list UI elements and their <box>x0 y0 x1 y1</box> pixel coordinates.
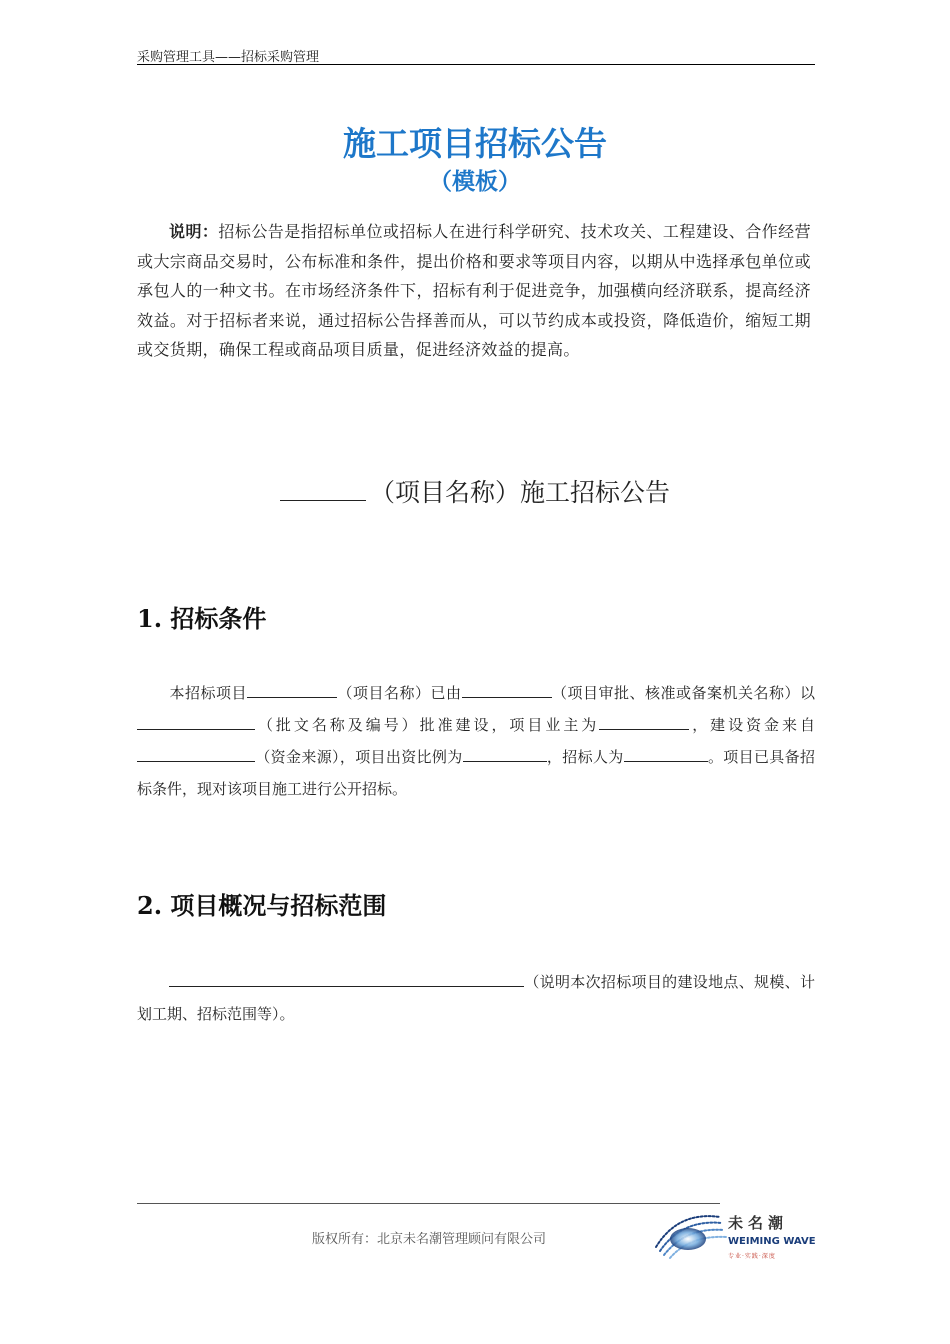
s1-text-7: ，招标人为 <box>546 748 624 766</box>
intro-text: 招标公告是指招标单位或招标人在进行科学研究、技术攻关、工程建设、合作经营或大宗商品交易时，公布标准和条件，提出价格和要求等项目内容，以期从中选择承包单位或承包人的一种文书。在市场经济条件下，招标有利于促进竞争，加强横向经济联系，提高经济效益。对于招标者来说，通过招标公告择善而从，可以节约成本或投资，降低造价，缩短工期或交货期，确保工程或商品项目质量，促进经济效益的提高。 <box>137 222 811 359</box>
notice-title <box>0 473 950 509</box>
s1-text-4: （批文名称及编号）批准建设，项目业主为 <box>255 716 600 734</box>
logo-chinese-name: 未名潮 <box>728 1214 789 1232</box>
intro-paragraph <box>137 217 811 365</box>
logo-tagline: 专业·实践·深度 <box>728 1253 776 1260</box>
intro-label: 说明： <box>169 222 219 241</box>
blank-project-overview <box>169 971 524 987</box>
document-subtitle: （模板） <box>429 169 521 195</box>
section2-heading: 2. 项目概况与招标范围 <box>137 891 387 920</box>
s1-text-6: （资金来源），项目出资比例为 <box>255 748 463 766</box>
blank-tenderer <box>624 746 708 762</box>
blank-investment-ratio <box>463 746 547 762</box>
document-title: 施工项目招标公告 <box>343 124 607 163</box>
blank-project-owner <box>599 714 689 730</box>
section1-paragraph <box>137 677 815 805</box>
section1-heading: 1. 招标条件 <box>137 604 267 633</box>
header-divider <box>137 64 815 65</box>
blank-fund-source <box>137 746 255 762</box>
s1-text-3: （项目审批、核准或备案机关名称）以 <box>551 684 815 702</box>
logo-english-name: WEIMING WAVE <box>728 1236 816 1247</box>
footer-copyright: 版权所有：北京未名潮管理顾问有限公司 <box>312 1232 547 1247</box>
s1-text-2: （项目名称）已由 <box>337 684 462 702</box>
blank-approval-document <box>137 714 255 730</box>
blank-project-name <box>247 682 337 698</box>
section2-paragraph <box>137 966 815 1030</box>
s1-text-5: ，建设资金来自 <box>689 716 815 734</box>
blank-approval-authority <box>462 682 552 698</box>
s2-text: （说明本次招标项目的建设地点、规模、计划工期、招标范围等）。 <box>137 973 815 1023</box>
s1-text-1: 本招标项目 <box>169 684 247 702</box>
footer-divider <box>137 1203 720 1204</box>
notice-title-text: （项目名称）施工招标公告 <box>369 478 670 507</box>
page-header: 采购管理工具——招标采购管理 <box>137 50 320 65</box>
project-name-blank <box>280 475 366 501</box>
s1-text-8: 。项目已具备招标条件，现对该项目施工进行公开招标。 <box>137 748 815 798</box>
